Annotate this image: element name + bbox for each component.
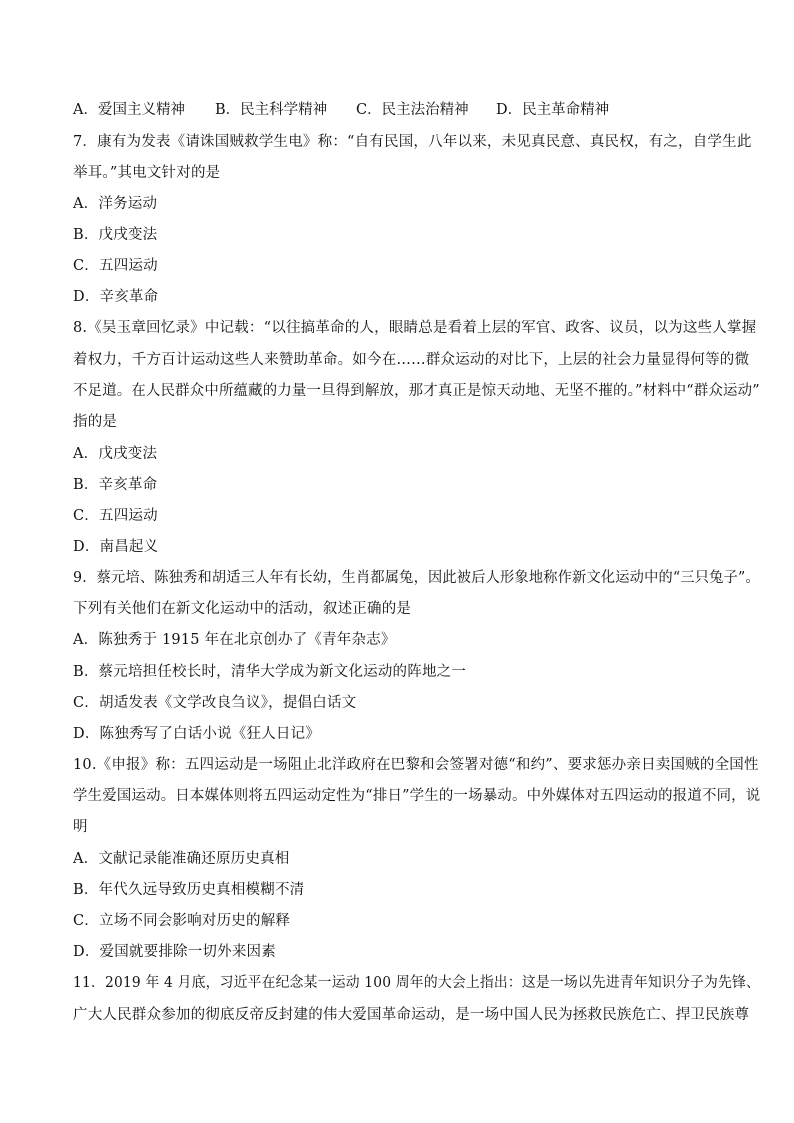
q10-option-b: B．年代久远导致历史真相模糊不清	[73, 882, 305, 898]
q8-stem-line-4: 指的是	[73, 414, 118, 430]
q6-option-a: A．爱国主义精神	[73, 102, 185, 118]
q8-option-a: A．戊戌变法	[73, 446, 158, 462]
q6-options	[73, 100, 773, 120]
q8-option-d: D．南昌起义	[73, 539, 159, 555]
q11-stem-line-2: 广大人民群众参加的彻底反帝反封建的伟大爱国革命运动，是一场中国人民为拯救民族危亡、捍卫民族尊	[73, 1007, 750, 1023]
q9-option-c: C．胡适发表《文学改良刍议》，提倡白话文	[73, 695, 357, 711]
q8-option-c: C．五四运动	[73, 508, 158, 524]
q9-stem-line-1: 9．蔡元培、陈独秀和胡适三人年有长幼，生肖都属兔，因此被后人形象地称作新文化运动中的“三只兔子”。	[73, 570, 760, 586]
q6-option-c: C．民主法治精神	[356, 102, 469, 118]
q9-option-d: D．陈独秀写了白话小说《狂人日记》	[73, 726, 321, 742]
q10-stem-line-1: 10.《申报》称：五四运动是一场阻止北洋政府在巴黎和会签署对德“和约”、要求惩办亲日卖国贼的全国性	[73, 757, 759, 773]
q6-option-d: D．民主革命精神	[496, 102, 610, 118]
q7-stem-line-2: 举耳。”其电文针对的是	[73, 165, 221, 181]
q7-stem-line-1: 7．康有为发表《请诛国贼救学生电》称：“自有民国，八年以来，未见真民意、真民权，有之，自学生此	[73, 134, 752, 150]
q10-stem-line-2: 学生爱国运动。日本媒体则将五四运动定性为“排日”学生的一场暴动。中外媒体对五四运动的报道不同，说	[73, 788, 761, 804]
q7-option-b: B．戊戌变法	[73, 227, 158, 243]
q9-option-a: A．陈独秀于 1915 年在北京创办了《青年杂志》	[73, 632, 396, 648]
q8-option-b: B．辛亥革命	[73, 477, 158, 493]
q10-stem-line-3: 明	[73, 819, 88, 835]
q7-option-d: D．辛亥革命	[73, 289, 159, 305]
q7-option-a: A．洋务运动	[73, 196, 158, 212]
q7-option-c: C．五四运动	[73, 258, 158, 274]
q9-stem-line-2: 下列有关他们在新文化运动中的活动，叙述正确的是	[73, 601, 412, 617]
q8-stem-line-3: 不足道。在人民群众中所蕴藏的力量一旦得到解放，那才真正是惊天动地、无坚不摧的。”材料中“群众运动”	[73, 383, 760, 399]
q6-option-b: B．民主科学精神	[215, 102, 328, 118]
q8-stem-line-1: 8.《吴玉章回忆录》中记载：“以往搞革命的人，眼睛总是看着上层的军官、政客、议员，以为这些人掌握	[73, 320, 757, 336]
q9-option-b: B．蔡元培担任校长时，清华大学成为新文化运动的阵地之一	[73, 664, 467, 680]
q10-option-d: D．爱国就要排除一切外来因素	[73, 944, 276, 960]
q10-option-c: C．立场不同会影响对历史的解释	[73, 913, 291, 929]
q8-stem-line-2: 着权力，千方百计运动这些人来赞助革命。如今在……群众运动的对比下，上层的社会力量显得何等的微	[73, 352, 750, 368]
q10-option-a: A．文献记录能准确还原历史真相	[73, 851, 290, 867]
q11-stem-line-1: 11．2019 年 4 月底，习近平在纪念某一运动 100 周年的大会上指出：这是一场以先进青年知识分子为先锋、	[73, 975, 760, 991]
